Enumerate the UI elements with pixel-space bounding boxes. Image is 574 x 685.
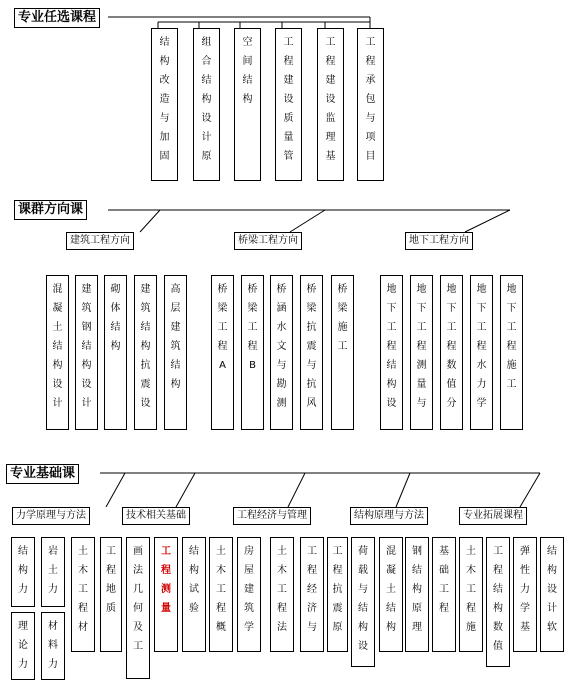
course-box: 土木工程材 xyxy=(71,537,95,652)
course-box: 空间结构 xyxy=(234,28,261,181)
course-box: 房屋建筑学 xyxy=(237,537,261,652)
course-box: 钢结构原理 xyxy=(405,537,429,652)
course-box: 画法几何及工 xyxy=(126,537,150,679)
group-label: 工程经济与管理 xyxy=(233,507,311,525)
course-box: 桥梁施工 xyxy=(331,275,354,430)
course-box: 工程地质 xyxy=(100,537,122,652)
course-box: 桥梁工程A xyxy=(211,275,234,430)
section-title-direction: 课群方向课 xyxy=(14,200,87,220)
course-box: 工程结构数值 xyxy=(486,537,510,667)
course-box: 建筑结构抗震设 xyxy=(134,275,157,430)
course-box: 工程测量 xyxy=(154,537,178,652)
section-title-elective: 专业任选课程 xyxy=(14,8,100,28)
course-box: 桥梁抗震与抗风 xyxy=(300,275,323,430)
course-box: 砌体结构 xyxy=(104,275,127,430)
course-box: 土木工程概 xyxy=(209,537,233,652)
course-box: 材料力 xyxy=(41,612,65,680)
course-box: 工程建设监理基 xyxy=(317,28,344,181)
group-label: 技术相关基础 xyxy=(122,507,190,525)
course-box: 弹性力学基 xyxy=(513,537,537,652)
group-label: 地下工程方向 xyxy=(405,232,473,250)
course-box: 土木工程施 xyxy=(459,537,483,652)
course-box: 桥涵水文与勘测 xyxy=(270,275,293,430)
course-box: 理论力 xyxy=(11,612,35,680)
course-box: 桥梁工程B xyxy=(241,275,264,430)
course-box: 混凝土结构设计 xyxy=(46,275,69,430)
course-box: 地下工程施工 xyxy=(500,275,523,430)
group-label: 建筑工程方向 xyxy=(66,232,134,250)
course-box: 结构力 xyxy=(11,537,35,607)
course-box: 地下工程数值分 xyxy=(440,275,463,430)
course-box: 基础工程 xyxy=(432,537,456,652)
course-box: 工程建设质量管 xyxy=(275,28,302,181)
group-label: 专业拓展课程 xyxy=(459,507,527,525)
course-box: 混凝土结构 xyxy=(379,537,403,652)
group-label: 结构原理与方法 xyxy=(350,507,428,525)
course-box: 建筑钢结构设计 xyxy=(75,275,98,430)
course-box: 土木工程法 xyxy=(270,537,294,652)
course-box: 结构设计软 xyxy=(540,537,564,652)
group-label: 力学原理与方法 xyxy=(12,507,90,525)
course-box: 工程经济与 xyxy=(300,537,324,652)
course-box: 地下工程水力学 xyxy=(470,275,493,430)
course-box: 地下工程测量与 xyxy=(410,275,433,430)
course-box: 岩土力 xyxy=(41,537,65,607)
section-title-foundation: 专业基础课 xyxy=(6,464,79,484)
course-box: 高层建筑结构 xyxy=(164,275,187,430)
course-box: 工程承包与项目 xyxy=(357,28,384,181)
course-box: 地下工程结构设 xyxy=(380,275,403,430)
group-label: 桥梁工程方向 xyxy=(234,232,302,250)
course-box: 工程抗震原 xyxy=(327,537,348,652)
course-box: 组合结构设计原 xyxy=(193,28,220,181)
course-box: 结构试验 xyxy=(182,537,206,652)
course-box: 荷载与结构设 xyxy=(351,537,375,667)
course-box: 结构改造与加固 xyxy=(151,28,178,181)
